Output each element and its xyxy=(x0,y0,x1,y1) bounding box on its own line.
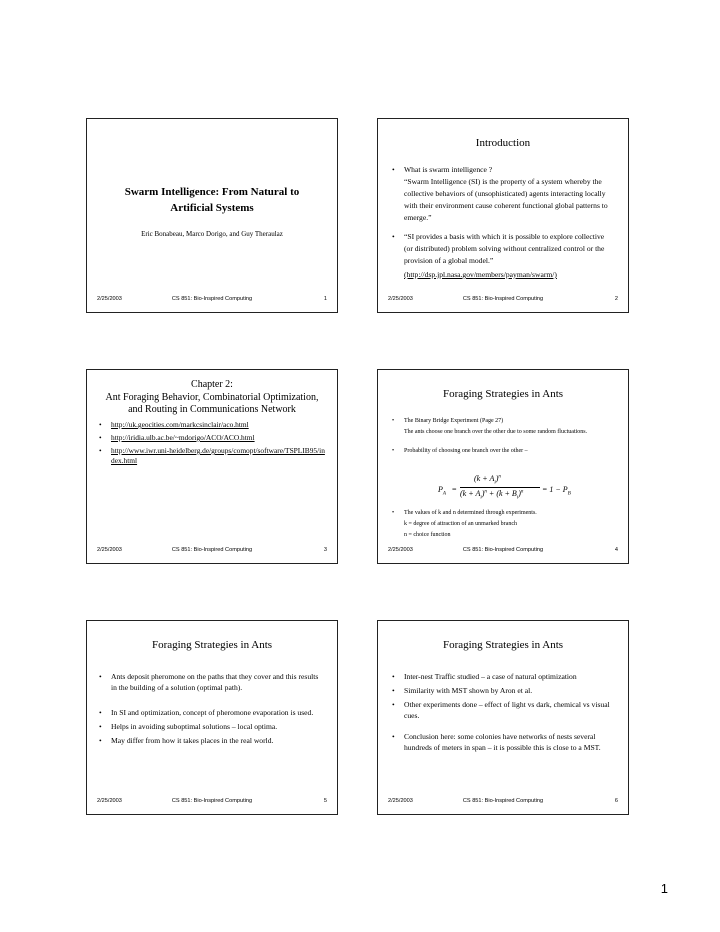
slide-footer xyxy=(378,296,628,306)
footer-date: 2/25/2003 xyxy=(97,296,122,302)
list-item: • The Binary Bridge Experiment (Page 27) The ants choose one branch over the other due to some random fluctuations. xyxy=(390,417,614,436)
slide-4 xyxy=(377,369,629,564)
definition-n: n = choice function xyxy=(404,532,451,538)
link[interactable]: http://iridia.ulb.ac.be/~mdorigo/ACO/ACO.html xyxy=(111,433,255,442)
list-item: • Similarity with MST shown by Aron et al. xyxy=(390,685,614,696)
slide-2 xyxy=(377,118,629,313)
list-item: • What is swarm intelligence ? “Swarm Intelligence (SI) is the property of a system whereby the collective behaviors of (unsophisticated) agents interacting locally with their environment cause coherent functional global patterns to emerge.” xyxy=(390,164,614,224)
slide-number: 3 xyxy=(323,547,327,553)
probability-formula: $P_A$ = $(k + A_i)^n$ $(k + A_i)^n + (k + B_i)^n$ = $1 - P_B$ xyxy=(438,474,571,501)
slide-title: Foraging Strategies in Ants xyxy=(442,639,564,651)
slide-authors: Eric Bonabeau, Marco Dorigo, and Guy Theraulaz xyxy=(141,230,283,238)
footer-course: CS 851: Bio-Inspired Computing xyxy=(171,547,253,553)
footer-date: 2/25/2003 xyxy=(388,296,413,302)
footer-course: CS 851: Bio-Inspired Computing xyxy=(171,798,253,804)
list-item: • Helps in avoiding suboptimal solutions – local optima. xyxy=(97,721,325,732)
slide-number: 1 xyxy=(323,296,327,302)
source-link[interactable]: (http://dsp.jpl.nasa.gov/members/payman/swarm/) xyxy=(404,270,557,279)
footer-course: CS 851: Bio-Inspired Computing xyxy=(462,798,544,804)
slide-number: 4 xyxy=(614,547,618,553)
sub-text: The ants choose one branch over the other due to some random fluctuations. xyxy=(404,428,588,435)
list-item: • Ants deposit pheromone on the paths that they cover and this results in the building of a solution (optimal path). xyxy=(97,671,325,693)
list-item xyxy=(97,446,327,466)
bullet-list xyxy=(390,671,614,753)
list-item: • “SI provides a basis with which it is possible to explore collective (or distributed) problem solving without centralized control or the provision of a global model.” (http://dsp.jpl.nasa.gov/members/payman/swarm/) xyxy=(390,231,614,281)
slide-footer xyxy=(378,547,628,557)
footer-course: CS 851: Bio-Inspired Computing xyxy=(462,547,544,553)
footer-date: 2/25/2003 xyxy=(97,798,122,804)
list-item: • The values of k and n determined through experiments. k = degree of attraction of an unmarked branch n = choice function xyxy=(390,509,614,540)
list-item: • Other experiments done – effect of light vs dark, chemical vs visual cues. xyxy=(390,699,614,721)
list-item: • In SI and optimization, concept of pheromone evaporation is used. xyxy=(97,707,325,718)
slide-footer xyxy=(87,798,337,808)
chapter-title: Ant Foraging Behavior, Combinatorial Optimization, and Routing in Communications Network xyxy=(105,391,319,415)
list-item: • Probability of choosing one branch over the other – xyxy=(390,447,614,456)
footer-date: 2/25/2003 xyxy=(388,547,413,553)
fraction-bar xyxy=(460,487,540,488)
list-item xyxy=(97,420,327,430)
footer-date: 2/25/2003 xyxy=(388,798,413,804)
footer-course: CS 851: Bio-Inspired Computing xyxy=(171,296,253,302)
link-list xyxy=(97,420,327,466)
definition-k: k = degree of attraction of an unmarked branch xyxy=(404,521,518,527)
slide-3 xyxy=(86,369,338,564)
slide-footer xyxy=(378,798,628,808)
list-item: • Conclusion here: some colonies have networks of nests several hundreds of meters in span – it is possible this is close to a MST. xyxy=(390,731,614,753)
list-item: • May differ from how it takes places in the real world. xyxy=(97,735,325,746)
chapter-label: Chapter 2: xyxy=(191,379,233,390)
list-item xyxy=(97,433,327,443)
slide-footer xyxy=(87,296,337,306)
slide-number: 6 xyxy=(614,798,618,804)
bullet-list xyxy=(390,509,614,540)
link[interactable]: http://www.iwr.uni-heidelberg.de/groups/comopt/software/TSPLIB95/index.html xyxy=(111,446,325,465)
slide-number: 5 xyxy=(323,798,327,804)
quote-text: “Swarm Intelligence (SI) is the property of a system whereby the collective behaviors of (unsophisticated) agents interacting locally with their environment cause coherent functional global patterns to emerge.” xyxy=(404,177,608,222)
bullet-list xyxy=(390,417,614,456)
slide-1 xyxy=(86,118,338,313)
slide-title: Foraging Strategies in Ants xyxy=(442,388,564,400)
bullet-list xyxy=(97,671,325,746)
slide-footer xyxy=(87,547,337,557)
list-item: • Inter-nest Traffic studied – a case of natural optimization xyxy=(390,671,614,682)
page-number: 1 xyxy=(660,881,668,896)
slide-title: Introduction xyxy=(475,137,531,149)
slide-6 xyxy=(377,620,629,815)
slide-title: Swarm Intelligence: From Natural to Artificial Systems xyxy=(124,186,300,214)
footer-course: CS 851: Bio-Inspired Computing xyxy=(462,296,544,302)
link[interactable]: http://uk.geocities.com/markcsinclair/aco.html xyxy=(111,420,249,429)
footer-date: 2/25/2003 xyxy=(97,547,122,553)
slide-title: Foraging Strategies in Ants xyxy=(151,639,273,651)
slide-5 xyxy=(86,620,338,815)
slide-title xyxy=(103,379,321,417)
bullet-list xyxy=(390,164,614,281)
slide-number: 2 xyxy=(614,296,618,302)
